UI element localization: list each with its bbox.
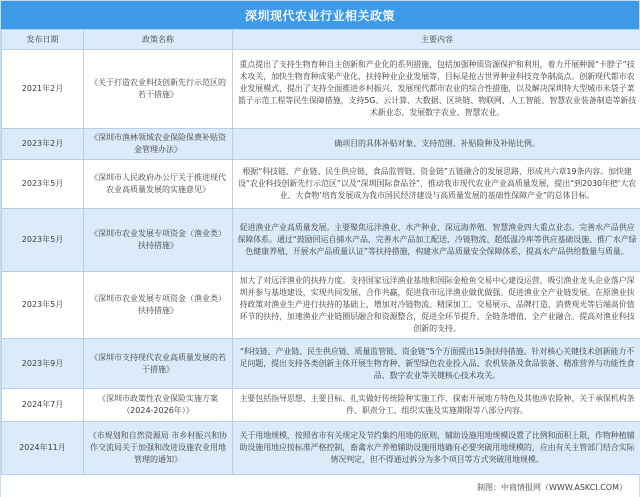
row-policy-name: 《深圳市政策性农业保险实施方案（2024-2026年）》	[84, 389, 233, 422]
header-name: 政策名称	[84, 30, 233, 50]
header-content: 主要内容	[233, 30, 640, 50]
row-content: 根据“科技链、产业链、民生供应链、食品监管链、资金链”五链融合的发展思路，形成共六章19条内容。加快建设“农业科技创新先行示范区”以及“深圳国际食品谷”，推动我市现代农业产业高质量发展，提出“到2030年把‘大农业、大食物’培育发展成为我市国民经济建设与高质量发展的基础性保障产业”的总体目标。	[233, 160, 640, 209]
table-row	[2, 389, 640, 422]
row-policy-name: 《深圳市支持现代农业高质量发展的若干措施》	[84, 339, 233, 389]
table-row	[2, 50, 640, 129]
row-content: 确项目的具体补贴对象、支持范围、补贴险种及补贴比例。	[233, 129, 640, 160]
row-content: 加大了对远洋渔业的扶持力度。支持国家远洋渔业基地和国际金枪鱼交易中心建设运营，吸引渔业龙头企业落户深圳并参与基地建设，实现共同发展、合作共赢，促进我市远洋渔业做优做强。促进渔业全产业链发展。在原渔业扶持政策对渔业生产进行扶持的基础上，增加对冷链物流、精深加工、交易展示、品牌打造、消费观光等后端高价值环节的扶持，加速渔业产业链圈层融合和资源整合，促进全环节提升、全链条增值、全产业融合。提高对渔业科技创新的支持。	[233, 272, 640, 339]
row-policy-name: 《市规划和自然资源局 市乡村振兴和协作交流局关于加强和改进设施农业用地管理的通知》	[84, 422, 233, 475]
row-policy-name: 《深圳市人民政府办公厅关于推进现代农业高质量发展的实施意见》	[84, 160, 233, 209]
row-date: 2023年5月	[2, 272, 84, 339]
source-credit: 制图：中商情报网（WWW.ASKCI.COM）	[1, 475, 639, 497]
row-policy-name: 《深圳市渔林领域农业保险保费补贴资金管理办法》	[84, 129, 233, 160]
row-policy-name: 《深圳市农业发展专项资金（渔业类）扶持措施》	[84, 272, 233, 339]
row-content: 关于用地规模，按照省市有关规定及节约集约用地的原则，辅助设施用地规模设置了比例和面积上限，作物种植辅助设施用地应按标准严格控制，畜禽水产养殖辅助设施用地确有必要突破用地规模的，应由有关主管部门结合实际情况判定，但不得通过拆分为多个项目等方式突破用地规模。	[233, 422, 640, 475]
table-row	[2, 422, 640, 475]
row-date: 2023年5月	[2, 209, 84, 272]
header-date: 发布日期	[2, 30, 84, 50]
row-content: 主要包括指导思想、主要目标、扎实做好传统险种实施工作、探索开展地方特色及其他涉农险种、关于承保机构条件、职责分工、组织实施及实施期限等八部分内容。	[233, 389, 640, 422]
row-date: 2024年7月	[2, 389, 84, 422]
table-title: 深圳现代农业行业相关政策	[1, 1, 639, 29]
row-content: “科技链、产业链、民生供应链、质量监管链、资金链”5个方面提出15条扶持措施。针对核心关键技术创新能力不足问题，提出支持各类创新主体开展生物育种、新型绿色农业投入品、农机装备及食品装备、精准营养与功能性食品、数字农业等关键核心技术攻关。	[233, 339, 640, 389]
row-date: 2021年2月	[2, 50, 84, 129]
policy-table	[1, 29, 640, 475]
row-content: 重点提出了支持生物育种自主创新和产业化的系列措施，包括加强种质资源保护和利用，着力开展种源“卡脖子”技术攻关，加快生物育种成果产业化，扶持种业企业发展等，目标是抢占世界种业科技竞争制高点。创新现代都市农业发展模式，提出了支持全面推进乡村振兴、发展现代都市农业的综合性措施，以及解决深圳特大型城市米袋子菜篮子示范工程等民生保障措施，支持5G、云计算、大数据、区块链、物联网、人工智能、智慧农业装备制造等新技术新业态，发展数字农业、智慧农业。	[233, 50, 640, 129]
row-date: 2023年5月	[2, 160, 84, 209]
row-date: 2023年2月	[2, 129, 84, 160]
table-row	[2, 272, 640, 339]
table-row	[2, 129, 640, 160]
row-policy-name: 《关于打造农业科技创新先行示范区的若干措施》	[84, 50, 233, 129]
table-row	[2, 209, 640, 272]
row-date: 2023年9月	[2, 339, 84, 389]
row-content: 促进渔业产业高质量发展。主要聚焦远洋渔业、水产种业、深远海养殖、智慧渔业四大重点业态。完善水产品供应保障体系。通过“鼓励回运自捕水产品，完善水产品加工配送、冷链物流、超低温冷库等供应基础设施、推广水产绿色健康养殖、开展水产品质量认证”等扶持措施，构建水产品质量安全保障体系，提高水产品供给数量与质量。	[233, 209, 640, 272]
table-row	[2, 339, 640, 389]
table-row	[2, 160, 640, 209]
table-header-row	[2, 30, 640, 50]
row-date: 2024年11月	[2, 422, 84, 475]
row-policy-name: 《深圳市农业发展专项资金（渔业类）扶持措施》	[84, 209, 233, 272]
